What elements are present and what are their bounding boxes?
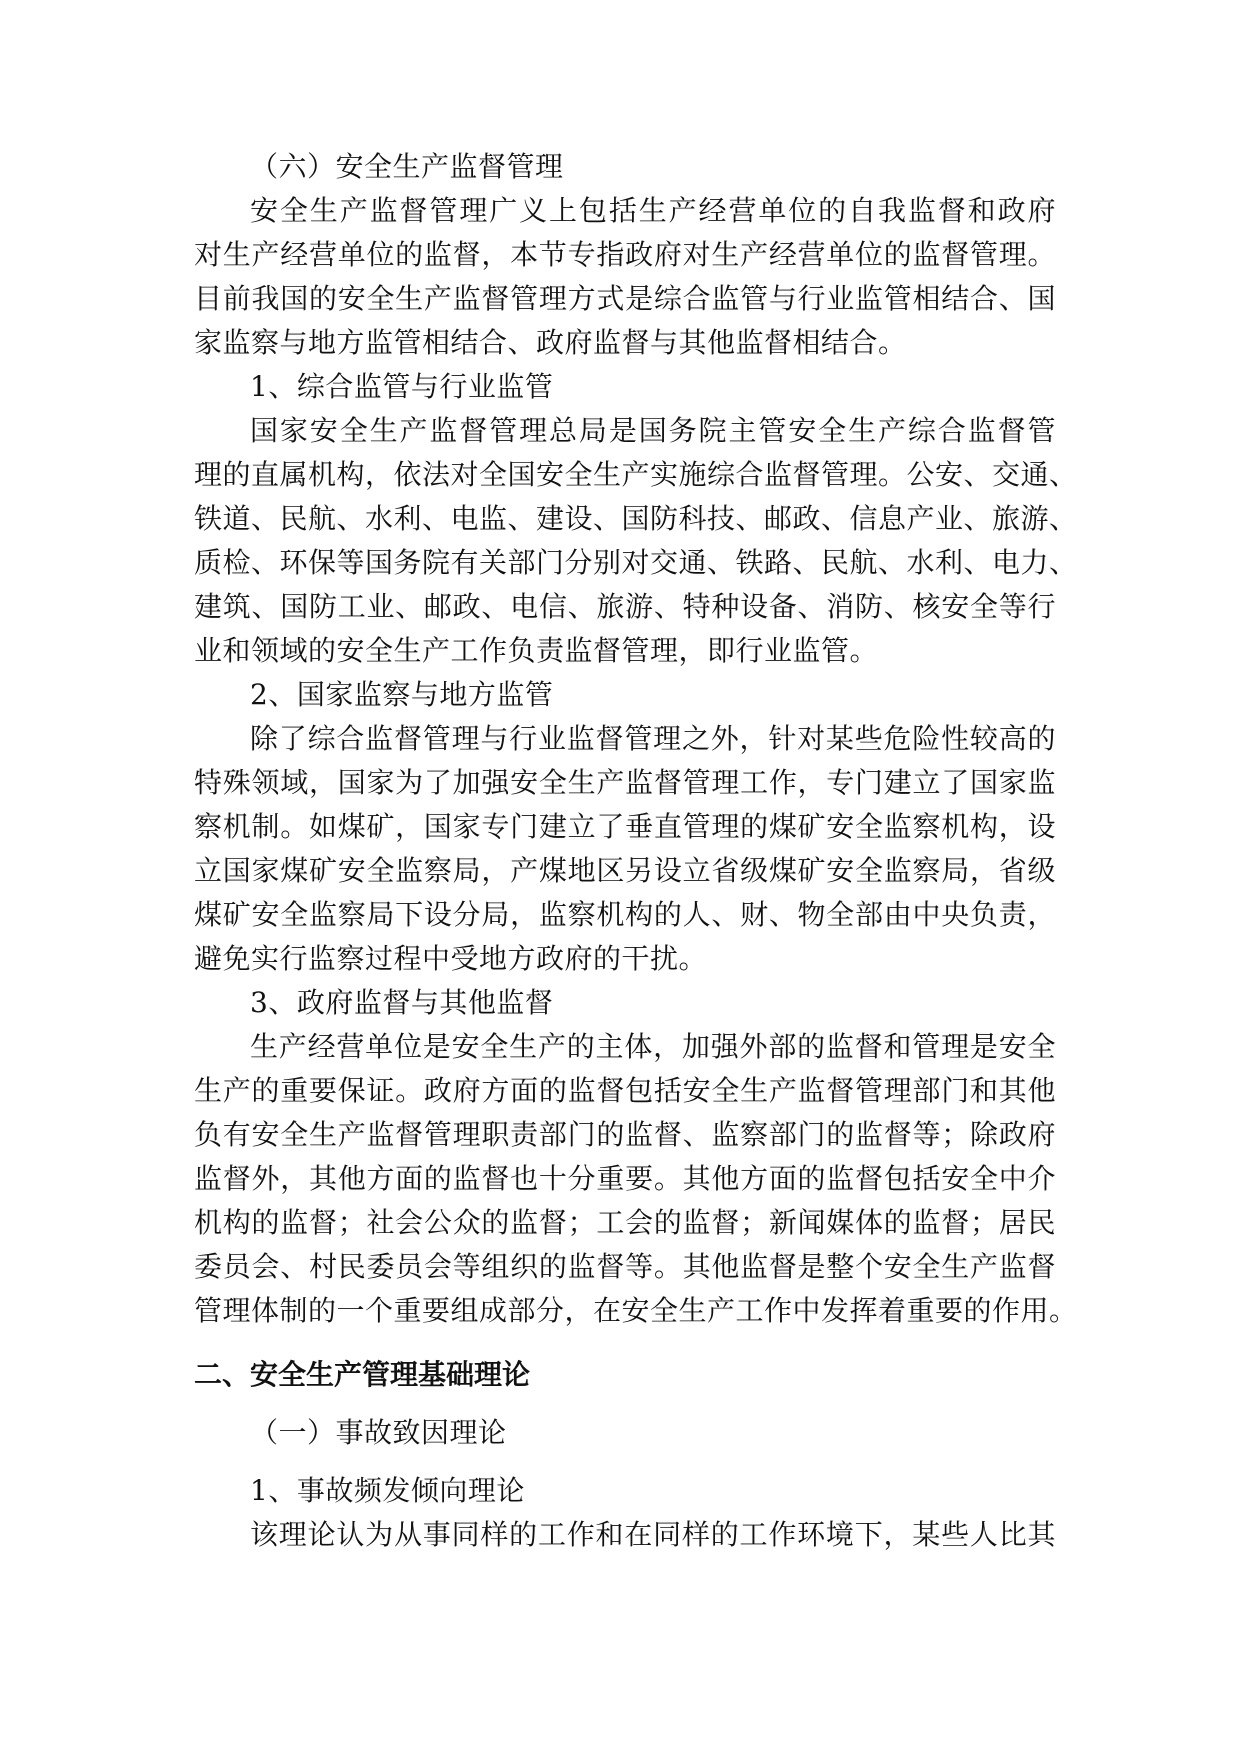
paragraph-line: 煤矿安全监察局下设分局，监察机构的人、财、物全部由中央负责， xyxy=(194,898,1056,931)
subheading-comprehensive-industry: 1、综合监管与行业监管 xyxy=(250,370,554,403)
chapter-heading-2: 二、安全生产管理基础理论 xyxy=(194,1358,531,1391)
paragraph-line: 机构的监督；社会公众的监督；工会的监督；新闻媒体的监督；居民 xyxy=(194,1206,1056,1239)
paragraph-line: 立国家煤矿安全监察局，产煤地区另设立省级煤矿安全监察局，省级 xyxy=(194,854,1056,887)
paragraph-line: 理的直属机构，依法对全国安全生产实施综合监督管理。公安、交通、 xyxy=(194,458,1078,491)
paragraph-national-local xyxy=(194,717,1056,981)
paragraph-line: 生产的重要保证。政府方面的监督包括安全生产监督管理部门和其他 xyxy=(194,1074,1056,1107)
paragraph-line: 除了综合监督管理与行业监督管理之外，针对某些危险性较高的 xyxy=(250,722,1056,755)
paragraph-line: 避免实行监察过程中受地方政府的干扰。 xyxy=(194,942,708,975)
paragraph-line: 家监察与地方监管相结合、政府监督与其他监督相结合。 xyxy=(194,326,907,359)
paragraph-accident-proneness xyxy=(194,1513,1056,1557)
paragraph-line: 察机制。如煤矿，国家专门建立了垂直管理的煤矿安全监察机构，设 xyxy=(194,810,1056,843)
section-heading-1: （一）事故致因理论 xyxy=(250,1416,507,1449)
paragraph-line: 负有安全生产监督管理职责部门的监督、监察部门的监督等；除政府 xyxy=(194,1118,1056,1151)
paragraph-line: 铁道、民航、水利、电监、建设、国防科技、邮政、信息产业、旅游、 xyxy=(194,502,1078,535)
paragraph-line: 管理体制的一个重要组成部分，在安全生产工作中发挥着重要的作用。 xyxy=(194,1294,1078,1327)
paragraph-line: 监督外，其他方面的监督也十分重要。其他方面的监督包括安全中介 xyxy=(194,1162,1056,1195)
paragraph-line: 目前我国的安全生产监督管理方式是综合监管与行业监管相结合、国 xyxy=(194,282,1056,315)
paragraph-line: 安全生产监督管理广义上包括生产经营单位的自我监督和政府 xyxy=(250,194,1056,227)
paragraph-line: 质检、环保等国务院有关部门分别对交通、铁路、民航、水利、电力、 xyxy=(194,546,1078,579)
paragraph-government-other xyxy=(194,1025,1078,1333)
paragraph-comprehensive-industry xyxy=(194,409,1078,673)
subheading-accident-proneness: 1、事故频发倾向理论 xyxy=(250,1474,525,1507)
paragraph-line: 特殊领域，国家为了加强安全生产监督管理工作，专门建立了国家监 xyxy=(194,766,1056,799)
section-heading-6: （六）安全生产监督管理 xyxy=(250,150,564,183)
subheading-national-local: 2、国家监察与地方监管 xyxy=(250,678,554,711)
paragraph-line: 业和领域的安全生产工作负责监督管理，即行业监管。 xyxy=(194,634,879,667)
paragraph-supervision-overview xyxy=(194,189,1056,365)
paragraph-line: 建筑、国防工业、邮政、电信、旅游、特种设备、消防、核安全等行 xyxy=(194,590,1056,623)
subheading-government-other: 3、政府监督与其他监督 xyxy=(250,986,554,1019)
paragraph-line: 该理论认为从事同样的工作和在同样的工作环境下，某些人比其 xyxy=(250,1518,1056,1551)
paragraph-line: 生产经营单位是安全生产的主体，加强外部的监督和管理是安全 xyxy=(250,1030,1056,1063)
paragraph-line: 国家安全生产监督管理总局是国务院主管安全生产综合监督管 xyxy=(250,414,1056,447)
paragraph-line: 委员会、村民委员会等组织的监督等。其他监督是整个安全生产监督 xyxy=(194,1250,1056,1283)
paragraph-line: 对生产经营单位的监督，本节专指政府对生产经营单位的监督管理。 xyxy=(194,238,1056,271)
document-body xyxy=(194,145,1078,1557)
